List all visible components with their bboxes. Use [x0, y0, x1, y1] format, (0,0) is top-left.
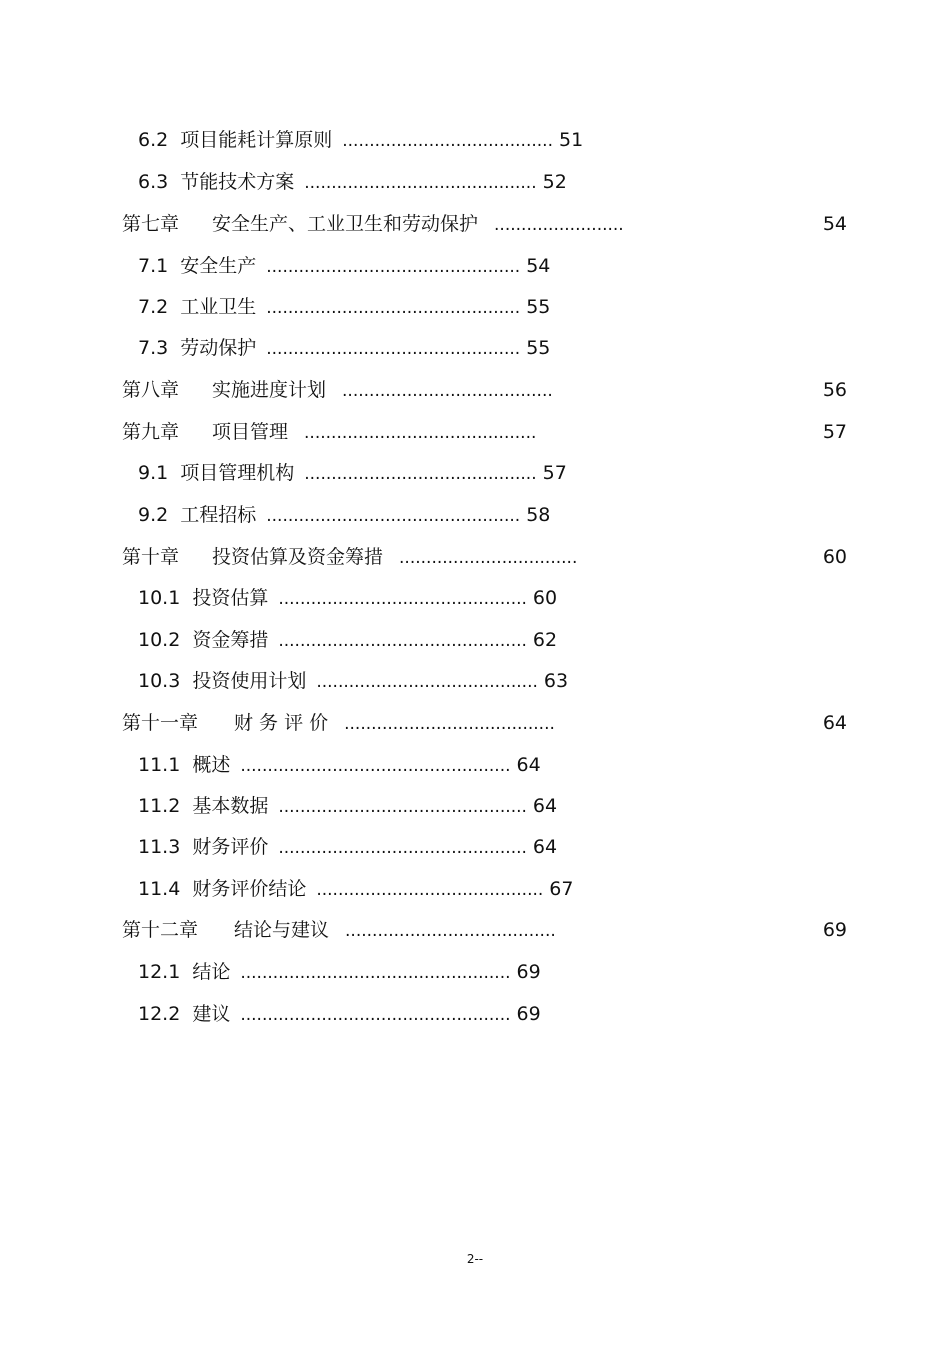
entry-number: 6.2	[138, 129, 169, 151]
dot-leader: ...........................................	[304, 173, 537, 193]
entry-number: 11.4	[138, 878, 181, 900]
toc-entry-6-2[interactable]	[138, 125, 583, 155]
entry-page-number: 64	[516, 754, 541, 776]
entry-number: 10.3	[138, 670, 181, 692]
chapter-page-number: 56	[822, 379, 847, 401]
toc-chapter-11[interactable]	[122, 708, 847, 738]
chapter-number: 第七章	[122, 213, 180, 235]
entry-title: 项目管理机构	[180, 462, 295, 484]
toc-entry-11-2[interactable]	[138, 791, 557, 821]
entry-page-number: 69	[516, 961, 541, 983]
chapter-title: 投资估算及资金筹措	[212, 546, 384, 568]
toc-entry-9-1[interactable]	[138, 458, 567, 488]
entry-number: 7.3	[138, 337, 169, 359]
entry-number: 10.2	[138, 629, 181, 651]
dot-leader: ..............................................	[278, 838, 527, 858]
entry-number: 7.2	[138, 296, 169, 318]
entry-title: 概述	[192, 754, 231, 776]
chapter-page-number: 57	[822, 421, 847, 443]
chapter-title: 项目管理	[212, 421, 289, 443]
entry-page-number: 51	[558, 129, 584, 151]
entry-title: 投资使用计划	[192, 670, 307, 692]
dot-leader: .......................................	[342, 131, 553, 151]
toc-entry-10-2[interactable]	[138, 625, 557, 655]
toc-entry-11-1[interactable]	[138, 750, 541, 780]
toc-entry-9-2[interactable]	[138, 500, 550, 530]
entry-title: 工业卫生	[180, 296, 257, 318]
entry-number: 12.1	[138, 961, 181, 983]
toc-chapter-9[interactable]	[122, 417, 847, 447]
entry-title: 基本数据	[192, 795, 269, 817]
entry-page-number: 54	[526, 255, 551, 277]
entry-number: 9.1	[138, 462, 169, 484]
entry-number: 7.1	[138, 255, 169, 277]
entry-title: 项目能耗计算原则	[180, 129, 333, 151]
entry-page-number: 63	[543, 670, 569, 692]
dot-leader: .......................................	[342, 381, 553, 401]
entry-page-number: 64	[532, 795, 558, 817]
entry-number: 11.1	[138, 754, 181, 776]
entry-title: 劳动保护	[180, 337, 257, 359]
chapter-title: 安全生产、工业卫生和劳动保护	[212, 213, 479, 235]
dot-leader: ...............................................	[266, 339, 521, 359]
entry-page-number: 64	[532, 836, 558, 858]
chapter-page-number: 69	[822, 919, 847, 941]
dot-leader: ...............................................	[266, 257, 521, 277]
chapter-number: 第十二章	[122, 919, 199, 941]
page-footer-number: 2--	[466, 1252, 484, 1266]
dot-leader: ..................................................	[240, 756, 511, 776]
entry-title: 财务评价	[192, 836, 269, 858]
entry-number: 10.1	[138, 587, 181, 609]
entry-title: 财务评价结论	[192, 878, 307, 900]
entry-page-number: 55	[526, 337, 551, 359]
chapter-page-number: 60	[822, 546, 847, 568]
toc-chapter-7[interactable]	[122, 209, 847, 239]
dot-leader: ..............................................	[278, 797, 527, 817]
dot-leader: .......................................	[345, 921, 556, 941]
dot-leader: ...............................................	[266, 298, 521, 318]
dot-leader: ..........................................	[316, 880, 544, 900]
dot-leader: ........................	[494, 215, 624, 235]
entry-title: 建议	[192, 1003, 231, 1025]
entry-page-number: 58	[526, 504, 551, 526]
dot-leader: ...........................................	[304, 423, 537, 443]
chapter-title: 结论与建议	[234, 919, 330, 941]
entry-page-number: 67	[549, 878, 574, 900]
entry-page-number: 57	[542, 462, 567, 484]
toc-entry-11-4[interactable]	[138, 874, 573, 904]
toc-entry-11-3[interactable]	[138, 832, 557, 862]
toc-entry-10-3[interactable]	[138, 666, 568, 696]
chapter-title: 实施进度计划	[212, 379, 327, 401]
chapter-number: 第九章	[122, 421, 180, 443]
entry-number: 9.2	[138, 504, 169, 526]
toc-chapter-8[interactable]	[122, 375, 847, 405]
toc-entry-10-1[interactable]	[138, 583, 557, 613]
dot-leader: ..................................................	[240, 963, 511, 983]
entry-page-number: 55	[526, 296, 551, 318]
entry-page-number: 69	[516, 1003, 541, 1025]
dot-leader: ...............................................	[266, 506, 521, 526]
dot-leader: ...........................................	[304, 464, 537, 484]
chapter-number: 第十一章	[122, 712, 199, 734]
toc-chapter-12[interactable]	[122, 915, 847, 945]
entry-title: 结论	[192, 961, 231, 983]
entry-number: 11.3	[138, 836, 181, 858]
chapter-title: 财 务 评 价	[234, 712, 329, 734]
dot-leader: ..................................................	[240, 1005, 511, 1025]
entry-title: 安全生产	[180, 255, 257, 277]
toc-entry-12-2[interactable]	[138, 999, 541, 1029]
chapter-number: 第八章	[122, 379, 180, 401]
entry-page-number: 62	[532, 629, 558, 651]
toc-chapter-10[interactable]	[122, 542, 847, 572]
entry-title: 资金筹措	[192, 629, 269, 651]
entry-title: 节能技术方案	[180, 171, 295, 193]
toc-entry-6-3[interactable]	[138, 167, 567, 197]
entry-title: 投资估算	[192, 587, 269, 609]
entry-page-number: 52	[542, 171, 567, 193]
chapter-number: 第十章	[122, 546, 180, 568]
toc-entry-12-1[interactable]	[138, 957, 541, 987]
toc-entry-7-2[interactable]	[138, 292, 550, 322]
entry-page-number: 60	[532, 587, 558, 609]
entry-number: 12.2	[138, 1003, 181, 1025]
toc-entry-7-3[interactable]	[138, 333, 550, 363]
dot-leader: ..............................................	[278, 589, 527, 609]
dot-leader: .........................................	[316, 672, 538, 692]
entry-number: 11.2	[138, 795, 181, 817]
dot-leader: ..............................................	[278, 631, 527, 651]
toc-entry-7-1[interactable]	[138, 251, 550, 281]
entry-title: 工程招标	[180, 504, 257, 526]
dot-leader: .......................................	[344, 714, 555, 734]
dot-leader: .................................	[399, 548, 578, 568]
entry-number: 6.3	[138, 171, 169, 193]
chapter-page-number: 54	[822, 213, 847, 235]
chapter-page-number: 64	[822, 712, 847, 734]
